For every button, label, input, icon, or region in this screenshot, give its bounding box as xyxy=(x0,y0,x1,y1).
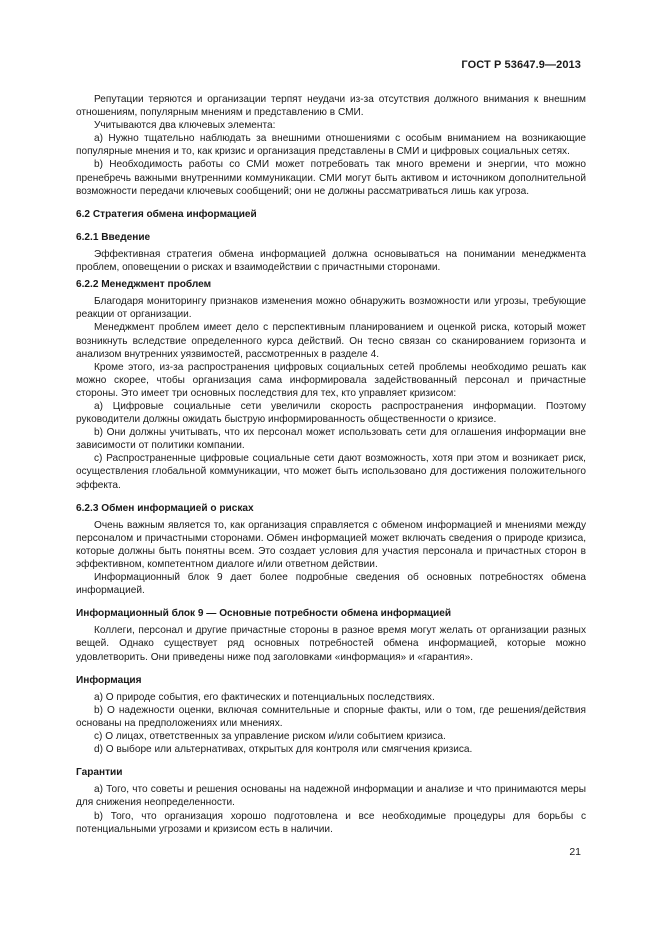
info-block-heading: Информационный блок 9 — Основные потребности обмена информацией xyxy=(76,608,452,620)
list-item: a) Цифровые социальные сети увеличили скорость распространения информации. Поэтому руководители должны ожидать быструю информированность общественности о кризисе. xyxy=(76,400,586,426)
list-item: c) О лицах, ответственных за управление риском и/или событием кризиса. xyxy=(94,731,446,743)
paragraph: Репутации теряются и организации терпят неудачи из-за отсутствия должного внимания к внешним отношениям, популярным мнениям и представлению в СМИ. xyxy=(76,94,586,119)
list-item: a) Нужно тщательно наблюдать за внешними отношениями с особым вниманием на возникающие популярные мнения и то, как кризис и организация представлены в СМИ и цифровых социальных сетях. xyxy=(76,133,586,158)
subsection-heading: 6.2.2 Менеджмент проблем xyxy=(76,279,212,291)
list-item: b) О надежности оценки, включая сомнительные и спорные факты, или о том, где решения/действия основаны на предположениях или мнениях. xyxy=(76,704,586,729)
paragraph: Информационный блок 9 дает более подробные сведения об основных потребностях обмена информацией. xyxy=(76,572,586,597)
paragraph: Кроме этого, из-за распространения цифровых социальных сетей проблемы необходимо решать как можно скорее, чтобы организация сама информировала задействованный персонал и причастные стороны. Это имеет три основных последствия для тех, кто управляет кризисом: xyxy=(76,361,586,399)
paragraph: Учитываются два ключевых элемента: xyxy=(94,120,276,132)
list-item: b) Они должны учитывать, что их персонал может использовать сети для оглашения информации вне зависимости от политики компании. xyxy=(76,427,586,452)
paragraph: Благодаря мониторингу признаков изменения можно обнаружить возможности или угрозы, требующие реакции от организации. xyxy=(76,296,586,321)
info-subheading: Гарантии xyxy=(76,767,123,779)
paragraph: Коллеги, персонал и другие причастные стороны в разное время могут желать от организации разных вещей. Однако существует ряд основных потребностей обмена информацией, которые можно удовлетворить. Они приведены ниже под заголовками «информация» и «гарантия». xyxy=(76,625,586,663)
list-item: b) Того, что организация хорошо подготовлена и все необходимые процедуры для борьбы с потенциальными угрозами и кризисом есть в наличии. xyxy=(76,810,586,835)
document-code: ГОСТ Р 53647.9—2013 xyxy=(461,59,581,71)
paragraph: Эффективная стратегия обмена информацией должна основываться на понимании менеджмента проблем, оповещении о рисках и взаимодействии с причастными сторонами. xyxy=(76,248,586,274)
section-heading: 6.2 Стратегия обмена информацией xyxy=(76,208,257,220)
list-item: b) Необходимость работы со СМИ может потребовать так много времени и энергии, что можно пренебречь важными внутренними коммуникации. СМИ могут быть активом и источником дополнительной возможности передачи ключевых сообщений; они не должны рассматриваться лишь как угроза. xyxy=(76,159,586,197)
list-item: a) Того, что советы и решения основаны на надежной информации и анализе и что принимаются меры для снижения неопределенности. xyxy=(76,784,586,809)
info-subheading: Информация xyxy=(76,674,142,686)
list-item: d) О выборе или альтернативах, открытых для контроля или смягчения кризиса. xyxy=(94,744,473,756)
subsection-heading: 6.2.1 Введение xyxy=(76,231,151,243)
list-item: a) О природе события, его фактических и потенциальных последствиях. xyxy=(94,691,435,703)
page-number: 21 xyxy=(569,846,581,858)
subsection-heading: 6.2.3 Обмен информацией о рисках xyxy=(76,502,254,514)
paragraph: Менеджмент проблем имеет дело с перспективным планированием и оценкой риска, который может возникнуть вследствие определенного курса действий. Он тесно связан со сканированием горизонта и анализом внутренних уязвимостей, рассмотренных в разделе 4. xyxy=(76,322,586,360)
list-item: c) Распространенные цифровые социальные сети дают возможность, хотя при этом и возникает риск, осуществления глобальной коммуникации, что может быть использовано для достижения положительного эффекта. xyxy=(76,453,586,491)
paragraph: Очень важным является то, как организация справляется с обменом информацией и мнениями между персоналом и причастными сторонами. Обмен информацией может включать сведения о природе кризиса, которые должны быть понятны всем. Это создает условия для участия персонала и причастных сторон в эффективном, компетентном диалоге и/или ответном действии. xyxy=(76,519,586,570)
page-content xyxy=(76,93,586,836)
